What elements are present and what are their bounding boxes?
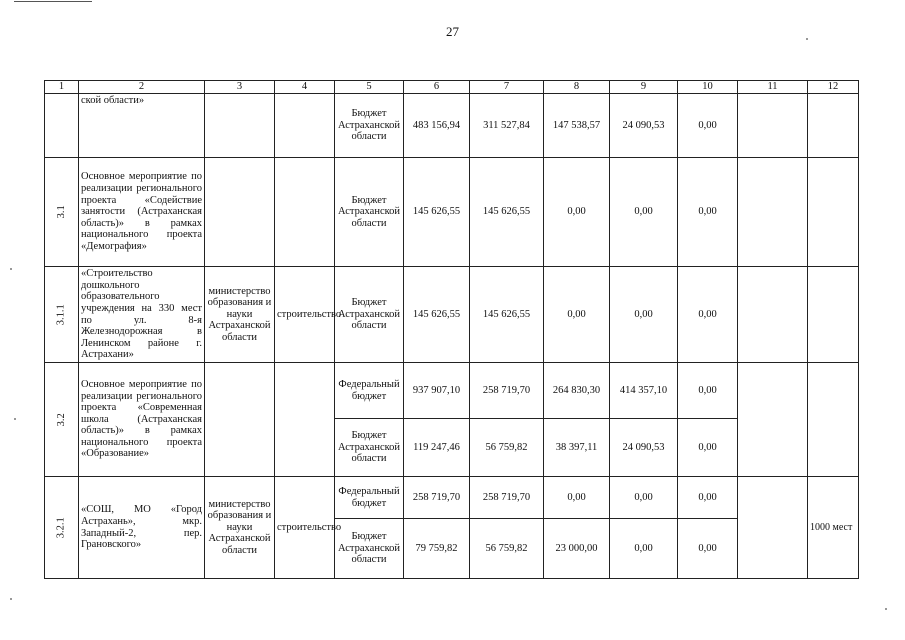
capacity-value: 1000 мест (810, 521, 853, 533)
amount-year-4: 0,00 (678, 363, 738, 419)
amount-year-2: 38 397,11 (544, 419, 610, 477)
amount-year-3: 414 357,10 (610, 363, 678, 419)
table-row (45, 477, 859, 519)
table-row (45, 158, 859, 267)
amount-year-4: 0,00 (678, 94, 738, 158)
executor-cell (205, 158, 275, 267)
row-number-cell (45, 477, 79, 579)
row-number (45, 94, 79, 158)
row-number: 3.1 (55, 205, 67, 219)
funding-source: Бюджет Астраханской области (335, 519, 404, 579)
empty-cell (738, 477, 808, 579)
amount-year-1: 258 719,70 (470, 477, 544, 519)
column-number-row (45, 81, 859, 94)
funding-source: Бюджет Астраханской области (335, 419, 404, 477)
amount-year-2: 23 000,00 (544, 519, 610, 579)
funding-source: Бюджет Астраханской области (335, 158, 404, 267)
empty-cell (738, 267, 808, 363)
amount-total: 483 156,94 (404, 94, 470, 158)
funding-source: Федеральный бюджет (335, 363, 404, 419)
amount-year-3: 0,00 (610, 267, 678, 363)
amount-year-3: 0,00 (610, 477, 678, 519)
table-row (45, 363, 859, 419)
amount-year-2: 0,00 (544, 267, 610, 363)
amount-year-2: 147 538,57 (544, 94, 610, 158)
work-type-cell (275, 363, 335, 477)
funding-source: Бюджет Астраханской области (335, 267, 404, 363)
column-header: 3 (205, 81, 275, 94)
scan-speck (10, 268, 12, 270)
work-type-cell (275, 158, 335, 267)
work-type-cell (275, 94, 335, 158)
column-header: 5 (335, 81, 404, 94)
scan-speck (885, 608, 887, 610)
amount-total: 145 626,55 (404, 267, 470, 363)
amount-year-1: 145 626,55 (470, 158, 544, 267)
measure-description: «СОШ, МО «Город Астрахань», мкр. Западный-2, пер. Грановского» (79, 477, 205, 579)
amount-total: 119 247,46 (404, 419, 470, 477)
work-type-cell: строительство (275, 477, 335, 579)
amount-total: 145 626,55 (404, 158, 470, 267)
amount-total: 937 907,10 (404, 363, 470, 419)
row-number: 3.2.1 (55, 517, 67, 538)
amount-year-3: 24 090,53 (610, 419, 678, 477)
amount-year-3: 0,00 (610, 158, 678, 267)
measure-description: ской области» (79, 94, 205, 158)
scan-speck (10, 598, 12, 600)
work-type-cell: строительство (275, 267, 335, 363)
amount-year-1: 56 759,82 (470, 419, 544, 477)
amount-year-2: 0,00 (544, 477, 610, 519)
amount-year-1: 311 527,84 (470, 94, 544, 158)
column-header: 2 (79, 81, 205, 94)
column-header: 11 (738, 81, 808, 94)
column-header: 7 (470, 81, 544, 94)
column-header: 6 (404, 81, 470, 94)
executor-cell (205, 94, 275, 158)
row-number-cell (45, 158, 79, 267)
column-header: 9 (610, 81, 678, 94)
budget-table (44, 80, 859, 579)
empty-cell (808, 363, 859, 477)
executor-cell (205, 363, 275, 477)
amount-year-2: 264 830,30 (544, 363, 610, 419)
column-header: 4 (275, 81, 335, 94)
amount-year-1: 56 759,82 (470, 519, 544, 579)
executor-cell: министерство образования и науки Астраханской области (205, 267, 275, 363)
amount-year-1: 145 626,55 (470, 267, 544, 363)
amount-year-3: 24 090,53 (610, 94, 678, 158)
column-header: 1 (45, 81, 79, 94)
row-number-cell (45, 363, 79, 477)
executor-cell: министерство образования и науки Астраханской области (205, 477, 275, 579)
amount-year-4: 0,00 (678, 267, 738, 363)
page-number: 27 (446, 24, 459, 39)
amount-year-4: 0,00 (678, 419, 738, 477)
column-header: 10 (678, 81, 738, 94)
amount-year-2: 0,00 (544, 158, 610, 267)
row-number: 3.1.1 (55, 304, 67, 325)
column-header: 8 (544, 81, 610, 94)
amount-total: 258 719,70 (404, 477, 470, 519)
amount-year-4: 0,00 (678, 158, 738, 267)
funding-source: Федеральный бюджет (335, 477, 404, 519)
amount-total: 79 759,82 (404, 519, 470, 579)
amount-year-4: 0,00 (678, 519, 738, 579)
row-number-cell (45, 267, 79, 363)
measure-description: «Строительство дошкольного образовательного учреждения на 330 мест по ул. 8-я Железнодорожная в Ленинском районе г. Астрахани» (79, 267, 205, 363)
amount-year-3: 0,00 (610, 519, 678, 579)
empty-cell (808, 267, 859, 363)
empty-cell (738, 94, 808, 158)
empty-cell (808, 94, 859, 158)
column-header: 12 (808, 81, 859, 94)
amount-year-4: 0,00 (678, 477, 738, 519)
empty-cell (738, 363, 808, 477)
measure-description: Основное мероприятие по реализации регионального проекта «Современная школа (Астраханская область)» в рамках национального проекта «Образование» (79, 363, 205, 477)
amount-year-1: 258 719,70 (470, 363, 544, 419)
header-rule (14, 1, 92, 2)
row-number: 3.2 (55, 412, 67, 427)
empty-cell (808, 158, 859, 267)
scan-speck (14, 418, 16, 420)
capacity-cell (808, 477, 859, 579)
funding-source: Бюджет Астраханской области (335, 94, 404, 158)
table-row (45, 267, 859, 363)
table-row (45, 94, 859, 158)
empty-cell (738, 158, 808, 267)
measure-description: Основное мероприятие по реализации регионального проекта «Содействие занятости (Астраханская область)» в рамках национального проекта «Демография» (79, 158, 205, 267)
